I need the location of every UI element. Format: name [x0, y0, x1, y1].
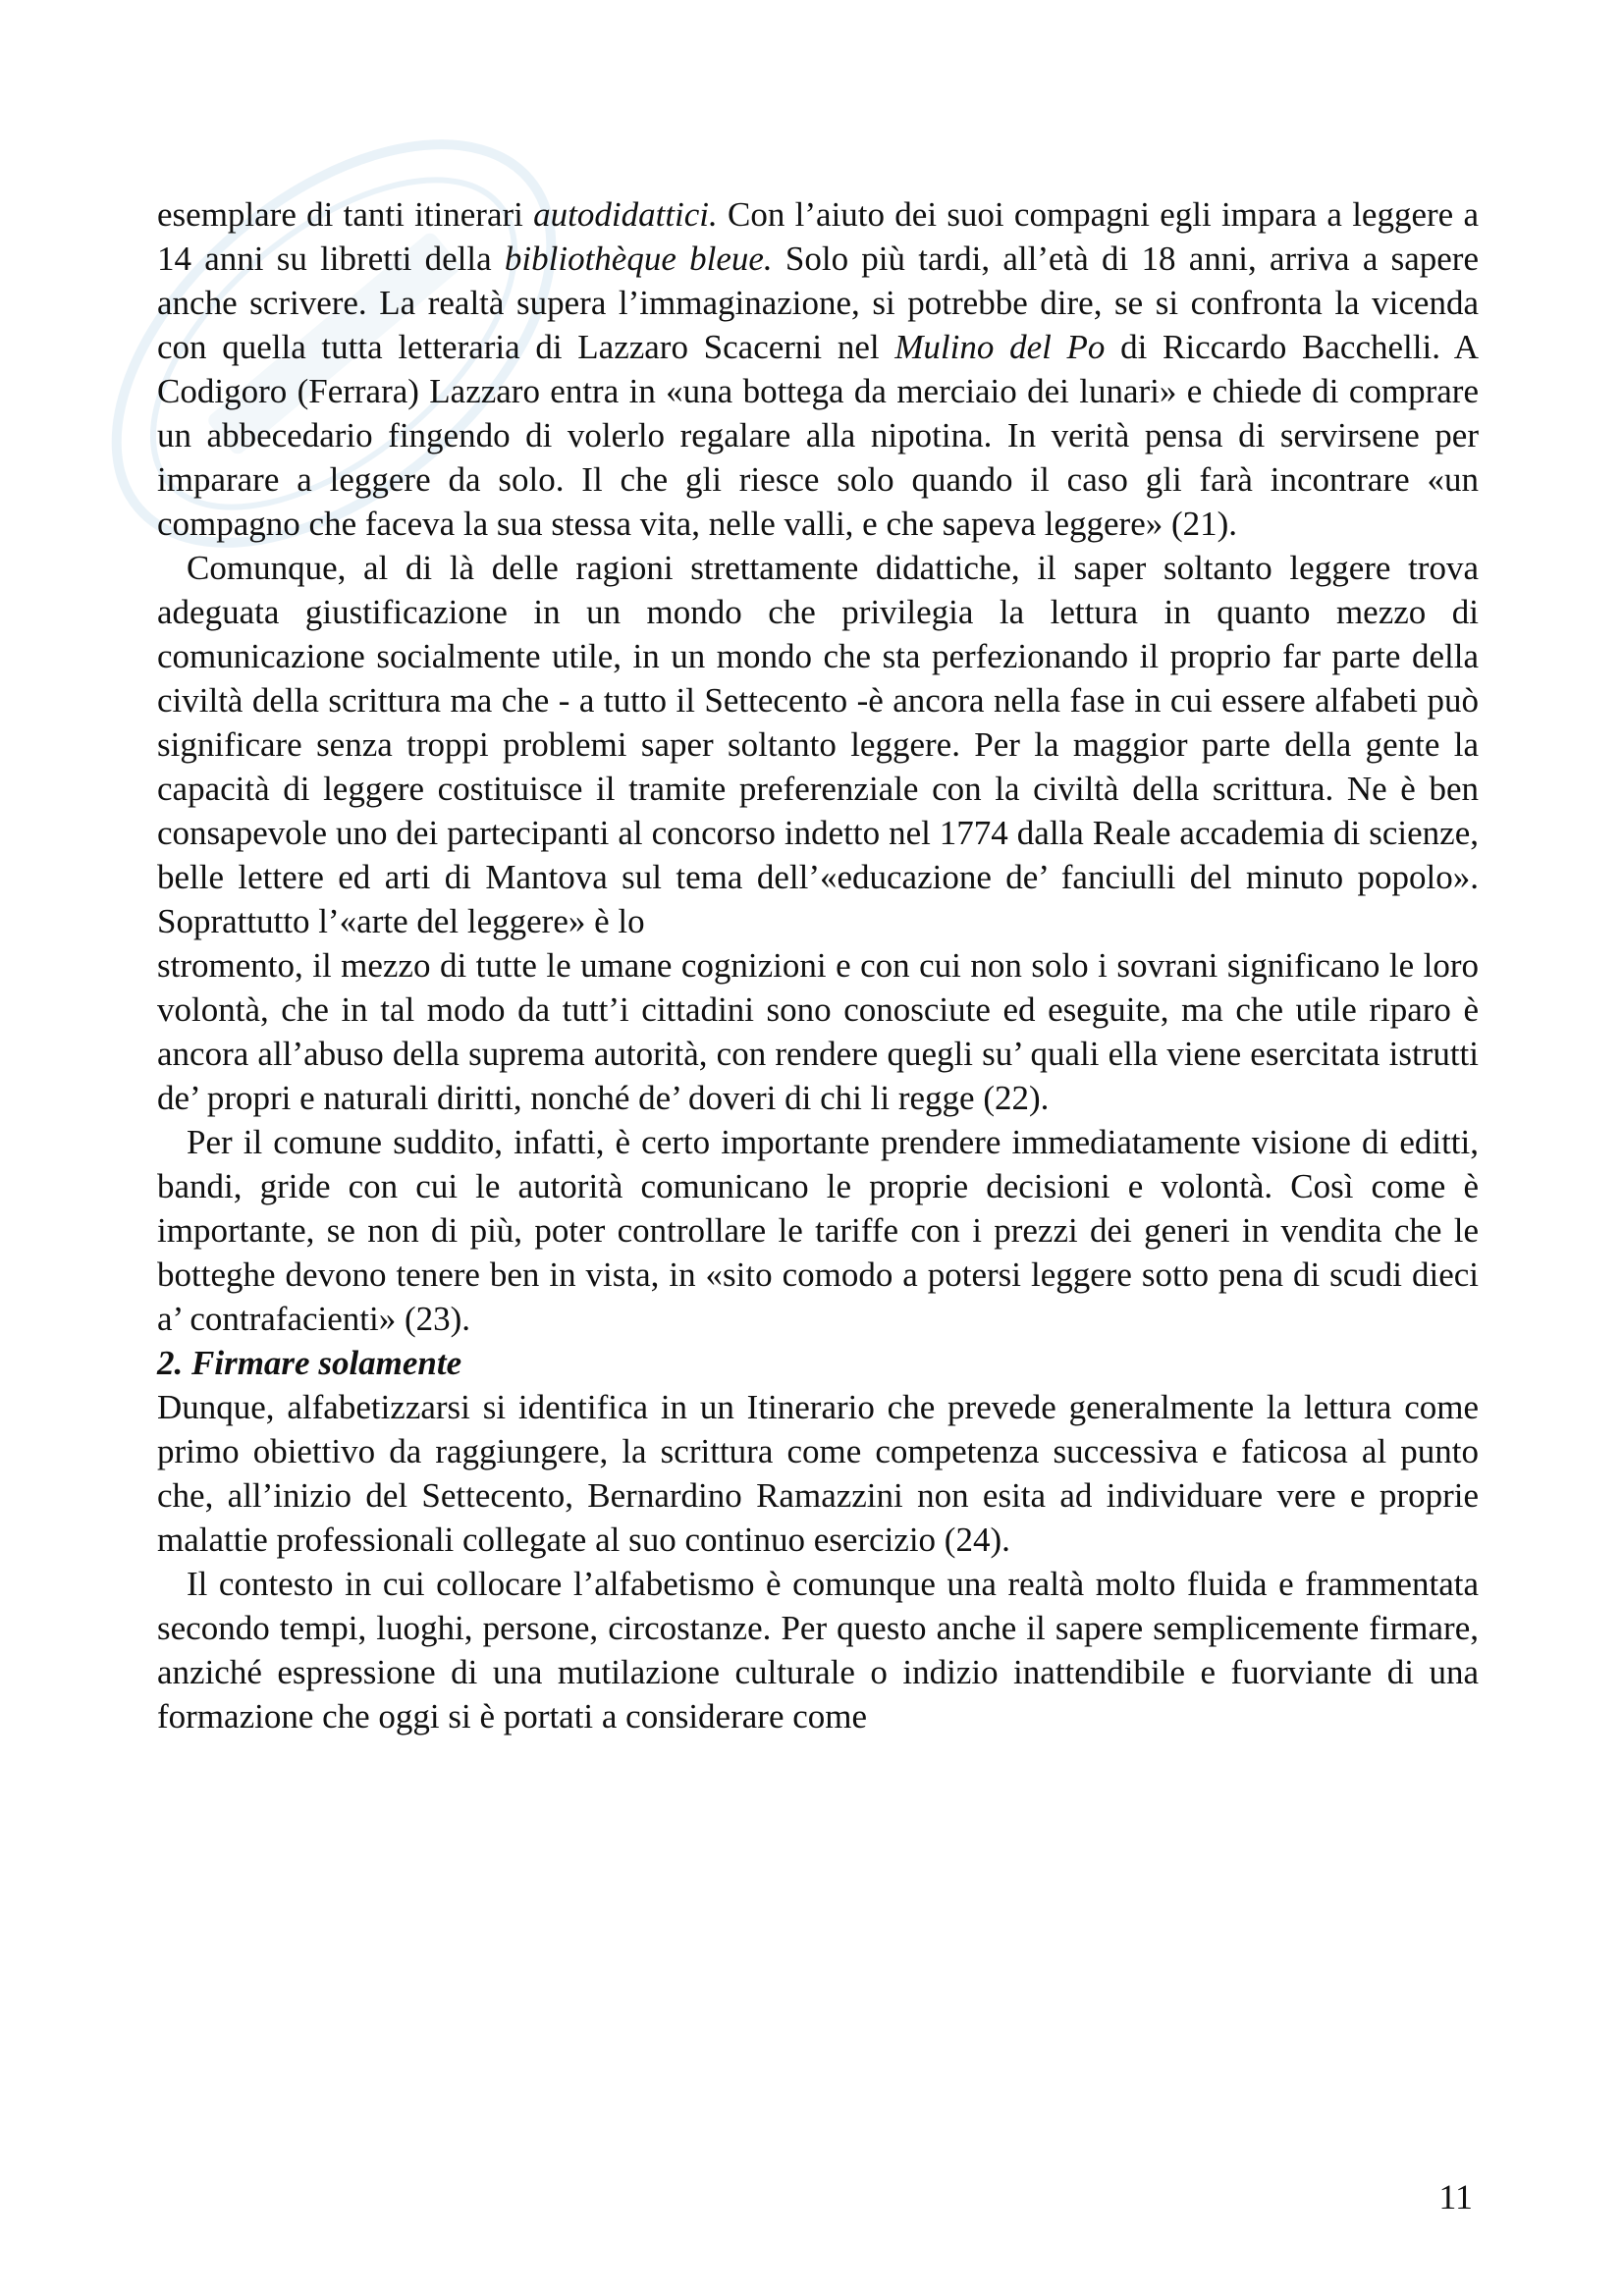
page-number: 11 [1438, 2177, 1473, 2216]
paragraph-5: Il contesto in cui collocare l’alfabetismo è comunque una realtà molto fluida e frammentata secondo tempi, luoghi, persone, circostanze. Per questo anche il sapere semplicemente firmare, anziché espressione di una mutilazione culturale o indizio inattendibile e fuorviante di una formazione che oggi si è portati a considerare come [157, 1565, 1479, 1735]
italic-title: bibliothèque bleue. [504, 240, 773, 278]
text-run: Solo più tardi, all’età di 18 anni, arriva a sapere anche scrivere. La realtà supera l’immaginazione, si potrebbe dire, se si confronta la vicenda con quella tutta letteraria di Lazzaro Scacerni nel [157, 240, 1479, 366]
section-heading: 2. Firmare solamente [157, 1344, 462, 1382]
text-run: di Riccardo Bacchelli. A Codigoro (Ferrara) Lazzaro entra in «una bottega da merciaio dei lunari» e chiede di comprare un abbecedario fingendo di volerlo regalare alla nipotina. In verità pensa di servirsene per imparare a leggere da solo. Il che gli riesce solo quando il caso gli farà incontrare «un compagno che faceva la sua stessa vita, nelle valli, e che sapeva leggere» (21). [157, 328, 1479, 543]
italic-term: autodidattici. [533, 195, 718, 234]
block-quote: stromento, il mezzo di tutte le umane cognizioni e con cui non solo i sovrani significano le loro volontà, che in tal modo da tutt’i cittadini sono conosciute ed eseguite, ma che utile riparo è ancora all’abuso della suprema autorità, con rendere quegli su’ quali ella viene esercitata istrutti de’ propri e naturali diritti, nonché de’ doveri di chi li regge (22). [157, 946, 1479, 1117]
italic-title: Mulino del Po [894, 328, 1106, 366]
text-run: Con l’aiuto dei suoi compagni egli impara a leggere a 14 anni su libretti della [157, 195, 1479, 278]
paragraph-2: Comunque, al di là delle ragioni strettamente didattiche, il saper soltanto leggere trova adeguata giustificazione in un mondo che privilegia la lettura in quanto mezzo di comunicazione socialmente utile, in un mondo che sta perfezionando il proprio far parte della civiltà della scrittura ma che - a tutto il Settecento -è ancora nella fase in cui essere alfabeti può significare senza troppi problemi saper soltanto leggere. Per la maggior parte della gente la capacità di leggere costituisce il tramite preferenziale con la civiltà della scrittura. Ne è ben consapevole uno dei partecipanti al concorso indetto nel 1774 dalla Reale accademia di scienze, belle lettere ed arti di Mantova sul tema dell’«educazione de’ fanciulli del minuto popolo». Soprattutto l’«arte del leggere» è lo [157, 549, 1479, 940]
paragraph-4: Dunque, alfabetizzarsi si identifica in un Itinerario che prevede generalmente la lettura come primo obiettivo da raggiungere, la scrittura come competenza successiva e faticosa al punto che, all’inizio del Settecento, Bernardino Ramazzini non esita ad individuare vere e proprie malattie professionali collegate al suo continuo esercizio (24). [157, 1388, 1479, 1559]
text-run: esemplare di tanti itinerari [157, 195, 534, 234]
paragraph-3: Per il comune suddito, infatti, è certo importante prendere immediatamente visione di editti, bandi, gride con cui le autorità comunicano le proprie decisioni e volontà. Così come è importante, se non di più, poter controllare le tariffe con i prezzi dei generi in vendita che le botteghe devono tenere ben in vista, in «sito comodo a potersi leggere sotto pena di scudi dieci a’ contrafacienti» (23). [157, 1123, 1479, 1338]
page-body [157, 192, 1479, 1738]
paragraph-1 [157, 192, 1479, 546]
